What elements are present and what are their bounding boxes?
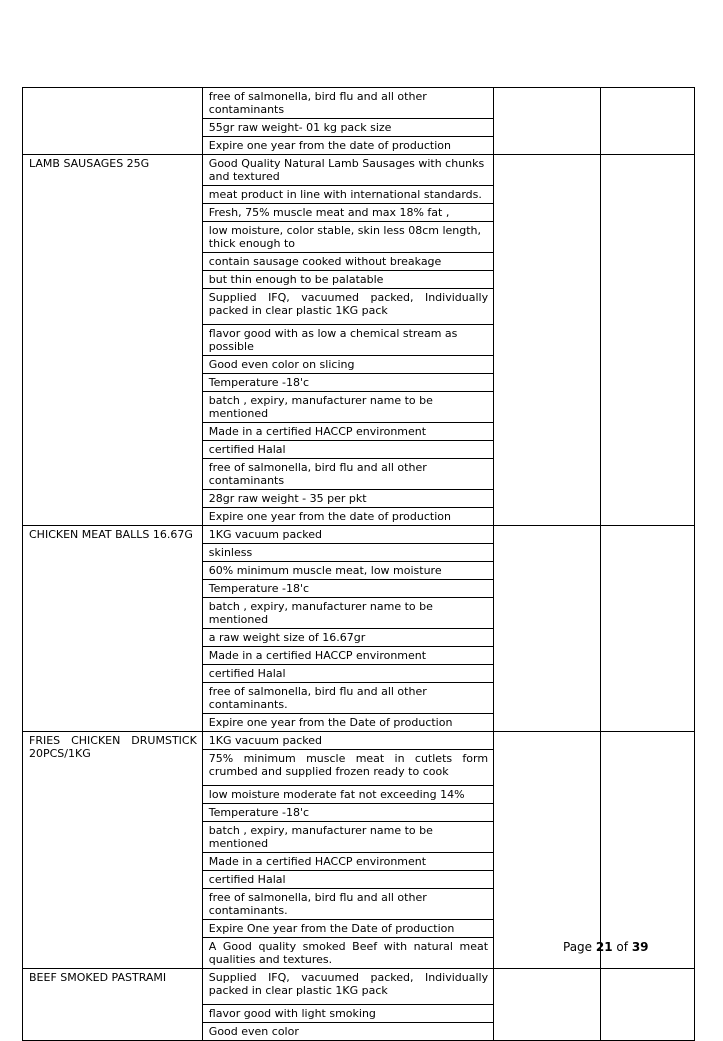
product-name: BEEF SMOKED PASTRAMI <box>29 971 167 984</box>
specification-text: Temperature -18'c <box>208 582 310 595</box>
table-row <box>23 526 695 544</box>
specification-text: Made in a certified HACCP environment <box>208 855 427 868</box>
specification-cell <box>202 665 493 683</box>
specification-text: batch , expiry, manufacturer name to be mentioned <box>208 394 433 420</box>
specification-text: free of salmonella, bird flu and all other contaminants <box>208 461 427 487</box>
specification-text: contain sausage cooked without breakage <box>208 255 442 268</box>
specification-text: Good Quality Natural Lamb Sausages with chunks and textured <box>208 157 485 183</box>
specification-table-body <box>23 88 695 1041</box>
specification-cell <box>202 804 493 822</box>
specification-cell <box>202 271 493 289</box>
specification-cell <box>202 938 493 969</box>
specification-cell <box>202 325 493 356</box>
specification-text: Expire one year from the date of production <box>208 510 451 523</box>
specification-cell <box>202 490 493 508</box>
blank-cell <box>600 88 694 155</box>
page-label: Page <box>563 940 593 954</box>
specification-text: low moisture moderate fat not exceeding 14% <box>208 788 465 801</box>
specification-cell <box>202 186 493 204</box>
specification-cell <box>202 750 493 786</box>
specification-cell <box>202 920 493 938</box>
product-name-cell <box>23 732 203 969</box>
product-name-cell <box>23 88 203 155</box>
of-label: of <box>616 940 628 954</box>
specification-text: certified Halal <box>208 667 286 680</box>
specification-text: Temperature -18'c <box>208 376 310 389</box>
specification-text: low moisture, color stable, skin less 08cm length, thick enough to <box>208 224 482 250</box>
specification-cell <box>202 598 493 629</box>
specification-text: flavor good with as low a chemical stream as possible <box>208 327 458 353</box>
specification-text: A Good quality smoked Beef with natural meat qualities and textures. <box>208 940 489 966</box>
specification-cell <box>202 508 493 526</box>
specification-cell <box>202 119 493 137</box>
specification-cell <box>202 423 493 441</box>
specification-text: Temperature -18'c <box>208 806 310 819</box>
specification-cell <box>202 871 493 889</box>
specification-text: free of salmonella, bird flu and all other contaminants. <box>208 685 427 711</box>
product-name <box>23 88 202 92</box>
specification-text: free of salmonella, bird flu and all other contaminants <box>208 90 427 116</box>
blank-cell <box>494 732 600 969</box>
specification-text: Made in a certified HACCP environment <box>208 425 427 438</box>
blank-cell <box>600 155 694 526</box>
specification-text: certified Halal <box>208 873 286 886</box>
blank-cell <box>494 155 600 526</box>
specification-cell <box>202 204 493 222</box>
specification-cell <box>202 356 493 374</box>
specification-cell <box>202 1005 493 1023</box>
specification-text: 60% minimum muscle meat, low moisture <box>208 564 442 577</box>
specification-cell <box>202 580 493 598</box>
specification-cell <box>202 289 493 325</box>
specification-cell <box>202 562 493 580</box>
blank-cell <box>494 969 600 1041</box>
specification-text: 1KG vacuum packed <box>208 734 322 747</box>
specification-text: 75% minimum muscle meat in cutlets form crumbed and supplied frozen ready to cook <box>208 752 489 778</box>
specification-text: meat product in line with international standards. <box>208 188 482 201</box>
specification-cell <box>202 222 493 253</box>
specification-cell <box>202 441 493 459</box>
product-name-cell <box>23 969 203 1041</box>
specification-cell <box>202 392 493 423</box>
specification-text: but thin enough to be palatable <box>208 273 384 286</box>
blank-cell <box>600 732 694 969</box>
blank-cell <box>494 526 600 732</box>
table-row <box>23 969 695 1005</box>
specification-text: Supplied IFQ, vacuumed packed, Individually packed in clear plastic 1KG pack <box>208 291 489 317</box>
specification-cell <box>202 683 493 714</box>
specification-text: a raw weight size of 16.67gr <box>208 631 366 644</box>
page-footer <box>563 940 649 954</box>
product-name-cell <box>23 526 203 732</box>
table-row <box>23 155 695 186</box>
specification-text: batch , expiry, manufacturer name to be mentioned <box>208 600 433 626</box>
product-name: CHICKEN MEAT BALLS 16.67G <box>29 528 193 541</box>
total-pages: 39 <box>631 940 649 954</box>
specification-cell <box>202 374 493 392</box>
specification-cell <box>202 732 493 750</box>
specification-cell <box>202 853 493 871</box>
specification-text: Expire One year from the Date of production <box>208 922 455 935</box>
specification-text: 28gr raw weight - 35 per pkt <box>208 492 367 505</box>
specification-text: Made in a certified HACCP environment <box>208 649 427 662</box>
specification-text: 1KG vacuum packed <box>208 528 322 541</box>
specification-text: flavor good with light smoking <box>208 1007 376 1020</box>
specification-text: free of salmonella, bird flu and all other contaminants. <box>208 891 427 917</box>
product-name-cell <box>23 155 203 526</box>
specification-cell <box>202 647 493 665</box>
specification-text: Supplied IFQ, vacuumed packed, Individually packed in clear plastic 1KG pack <box>208 971 489 997</box>
specification-text: certified Halal <box>208 443 286 456</box>
specification-text: 55gr raw weight- 01 kg pack size <box>208 121 392 134</box>
specification-cell <box>202 137 493 155</box>
table-row <box>23 732 695 750</box>
specification-cell <box>202 1023 493 1041</box>
specification-cell <box>202 253 493 271</box>
specification-cell <box>202 629 493 647</box>
specification-text: Expire one year from the date of production <box>208 139 451 152</box>
specification-cell <box>202 88 493 119</box>
specification-cell <box>202 786 493 804</box>
specification-cell <box>202 459 493 490</box>
specification-text: Fresh, 75% muscle meat and max 18% fat , <box>208 206 450 219</box>
specification-cell <box>202 714 493 732</box>
specification-text: skinless <box>208 546 253 559</box>
table-row <box>23 88 695 119</box>
specification-cell <box>202 889 493 920</box>
specification-text: Expire one year from the Date of production <box>208 716 453 729</box>
product-name: LAMB SAUSAGES 25G <box>29 157 150 170</box>
specification-text: Good even color on slicing <box>208 358 355 371</box>
specification-cell <box>202 822 493 853</box>
blank-cell <box>600 526 694 732</box>
specification-cell <box>202 526 493 544</box>
product-name: FRIES CHICKEN DRUMSTICK 20PCS/1KG <box>29 734 197 760</box>
page-number: 21 <box>595 940 613 954</box>
blank-cell <box>494 88 600 155</box>
specification-text: Good even color <box>208 1025 299 1038</box>
blank-cell <box>600 969 694 1041</box>
specification-cell <box>202 544 493 562</box>
specification-cell <box>202 969 493 1005</box>
specification-table <box>22 87 695 1041</box>
specification-text: batch , expiry, manufacturer name to be mentioned <box>208 824 433 850</box>
specification-cell <box>202 155 493 186</box>
